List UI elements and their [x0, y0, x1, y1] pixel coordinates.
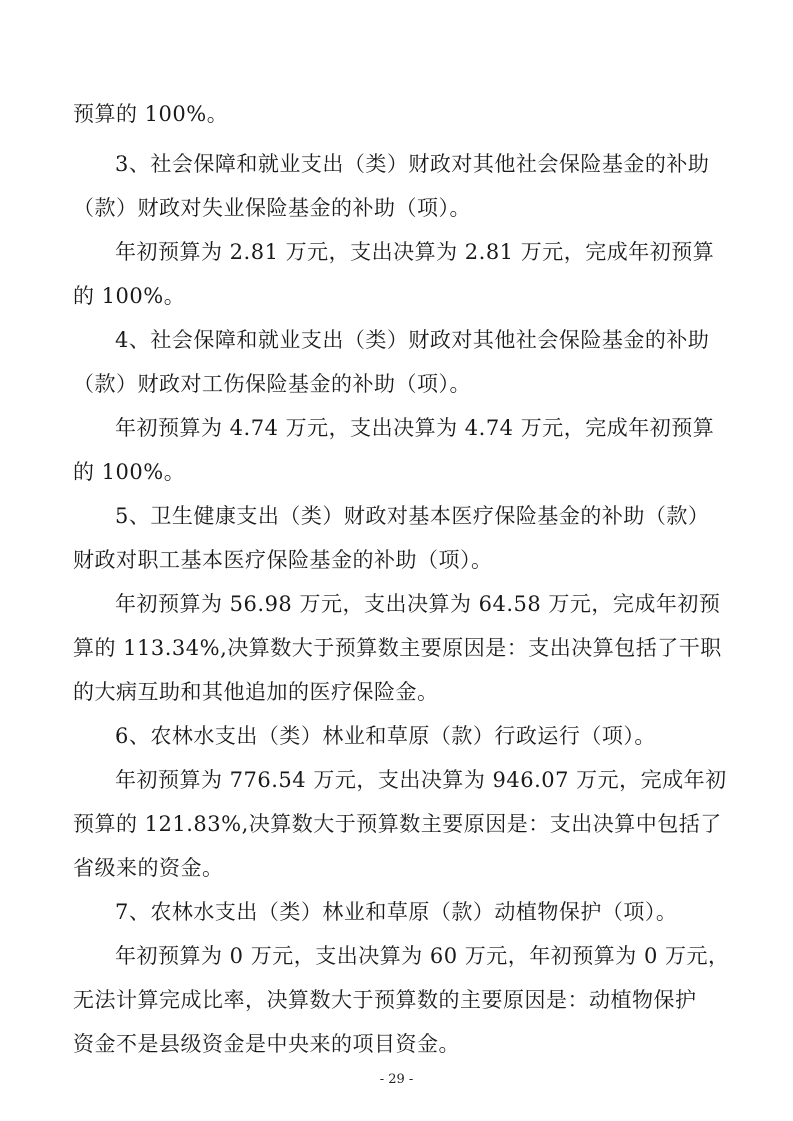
section-heading: 3、社会保障和就业支出（类）财政对其他社会保险基金的补助	[115, 152, 710, 176]
text-line: 无法计算完成比率，决算数大于预算数的主要原因是：动植物保护	[73, 988, 697, 1012]
text-line: （款）财政对工伤保险基金的补助（项）。	[73, 372, 471, 396]
text-line: 预算的 121.83%,决算数大于预算数主要原因是：支出决算中包括了	[73, 812, 722, 836]
text-line: 的 100%。	[73, 284, 186, 308]
text-line: 年初预算为 4.74 万元，支出决算为 4.74 万元，完成年初预算	[115, 416, 715, 440]
text-line: 的 100%。	[73, 460, 186, 484]
section-heading: 5、卫生健康支出（类）财政对基本医疗保险基金的补助（款）	[115, 504, 710, 528]
text-line: 的大病互助和其他追加的医疗保险金。	[73, 680, 439, 704]
section-heading: 4、社会保障和就业支出（类）财政对其他社会保险基金的补助	[115, 328, 710, 352]
section-heading: 7、农林水支出（类）林业和草原（款）动植物保护（项）。	[115, 900, 678, 924]
text-line: 财政对职工基本医疗保险基金的补助（项）。	[73, 548, 493, 572]
text-line: （款）财政对失业保险基金的补助（项）。	[73, 196, 471, 220]
text-line: 资金不是县级资金是中央来的项目资金。	[73, 1032, 460, 1056]
text-line: 年初预算为 2.81 万元，支出决算为 2.81 万元，完成年初预算	[115, 240, 715, 264]
page-number: - 29 -	[379, 1072, 414, 1087]
text-line: 年初预算为 0 万元，支出决算为 60 万元，年初预算为 0 万元，	[115, 944, 730, 968]
text-line: 省级来的资金。	[73, 856, 224, 880]
text-line: 算的 113.34%,决算数大于预算数主要原因是：支出决算包括了干职	[73, 636, 722, 660]
section-heading: 6、农林水支出（类）林业和草原（款）行政运行（项）。	[115, 724, 656, 748]
text-line: 年初预算为 776.54 万元，支出决算为 946.07 万元，完成年初	[115, 768, 727, 792]
text-line: 预算的 100%。	[73, 102, 229, 126]
text-line: 年初预算为 56.98 万元，支出决算为 64.58 万元，完成年初预	[115, 592, 721, 616]
